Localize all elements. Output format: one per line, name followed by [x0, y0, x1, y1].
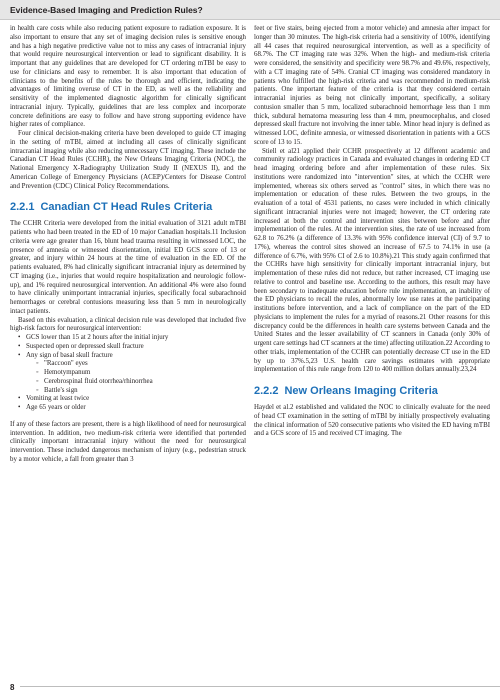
criteria-item: • Age 65 years or older [18, 404, 246, 413]
right-column [254, 25, 490, 680]
criteria-item: • Vomiting at least twice [18, 395, 246, 404]
sub-criteria-list [26, 360, 246, 395]
section-heading [10, 201, 246, 214]
paragraph: The CCHR Criteria were developed from the initial evaluation of 3121 adult mTBI patients who had been treated in the ED of 10 major Canadian hospitals.11 Inclusion criteria were age greater than 16, blunt head trauma resulting in witnessed LOC, the presence of amnesia or witnessed disorientation, initial ED GCS score of 13 or greater, and injury within 24 hours at the time of evaluation in the ED. Of the patients evaluated, 8% had clinically significant intracranial injury as determined by CT imaging (i.e., injuries that would require hospitalization and neurologic follow-up), and 1% required neurosurgical intervention. An additional 4% were also found to have clinically unimportant intracranial injuries, specifically focal subarachnoid hemorrhages or cerebral contusions measuring less than 5 mm in neurologically intact patients. [10, 220, 246, 315]
sub-criteria-item: ◦ Hemotympanum [36, 369, 246, 378]
paragraph: feet or five stairs, being ejected from a motor vehicle) and amnesia after impact for longer than 30 minutes. The high-risk criteria had a sensitivity of 100%, identifying all 44 cases that required neurosurgical intervention, as well as a specificity of 68.7%. The CT imaging rate was 32%. When the high- and medium-risk criteria were considered, the sensitivity and specificity were 98.7% and 49.6%, respectively, with a CT imaging rate of 54%. Cranial CT imaging was considered mandatory in patients who fulfilled the high-risk criteria and was recommended in medium-risk patients. One important feature of the criteria is that they considered certain intracranial injuries as being not clinically important, specifically, a solitary contusion smaller than 5 mm, localized subarachnoid hemorrhage less than 1 mm thick, subdural hematoma measuring less than 4 mm, pneumocephalus, and closed depressed skull fracture not involving the inner table. Minor head injury is defined as witnessed LOC, definite amnesia, or witnessed disorientation in patients with a GCS score of 13 to 15. [254, 25, 490, 146]
criteria-item: • GCS lower than 15 at 2 hours after the initial injury [18, 334, 246, 343]
page-number: 8 [10, 683, 15, 692]
section-number: 2.2.1 [10, 201, 35, 214]
paragraph: If any of these factors are present, there is a high likelihood of need for neurosurgical intervention. In addition, two medium-risk criteria were identified that portended clinically important intracranial injury without the need for neurosurgical intervention. These included dangerous mechanism of injury (e.g., pedestrian struck by a motor vehicle, a fall from greater than 3 [10, 420, 246, 463]
criteria-item: • Suspected open or depressed skull fracture [18, 343, 246, 352]
paragraph: in health care costs while also reducing patient exposure to radiation exposure. It is also important to ensure that any set of imaging decision rules is sensitive enough and has a high negative predictive value not to miss any cases of intracranial injury that would require neurosurgical intervention or lead to significant disability. It is important that any guidelines that are developed for CT ordering mTBI be easy to use for clinicians and easy to remember. It is also important that education of clinicians to the benefits of the rules be thorough and efficient, indicating the advantages of limiting overuse of CT in the ED, as well as the reliability and sensitivity of the implemented diagnostic algorithm for clinically significant intracranial injury. Typically, guidelines that are less complex and incorporate concrete definitions are easy to follow and have strong supporting evidence have higher rates of compliance. [10, 25, 246, 129]
footer-divider [20, 686, 500, 687]
sub-criteria-item: ◦ Battle's sign [36, 387, 246, 396]
section-number: 2.2.2 [254, 385, 279, 397]
criteria-item-label: Any sign of basal skull fracture [26, 351, 113, 359]
sub-criteria-item: ◦ Cerebrospinal fluid otorrhea/rhinorrhea [36, 378, 246, 387]
left-column [10, 25, 246, 680]
section-heading [254, 385, 490, 398]
paragraph: Haydel et al.2 established and validated the NOC to clinically evaluate for the need of head CT examination in the setting of mTBI by initially prospectively evaluating the clinical information of 520 consecutive patients who visited the ED having mTBI and a GCS score of 15 and received CT imaging. The [254, 404, 490, 438]
section-title: New Orleans Imaging Criteria [284, 385, 438, 397]
sub-criteria-item: ◦ "Raccoon" eyes [36, 360, 246, 369]
criteria-item [18, 352, 246, 396]
running-title: Evidence-Based Imaging and Prediction Rules? [10, 5, 203, 15]
paragraph: Stiell et al21 applied their CCHR prospectively at 12 different academic and community radiology practices in Canada and evaluated changes in ordering ED CT head imaging ordering before and after implementation of these rules. Six institutions were randomized into "intervention" sites, at which the CCHR were implemented, whereas six others served as "control" sites, in which there was no implementation or education of these rules. Between the two groups, in the evaluation of a total of 4531 patients, no cases were included in which clinically significant intracranial injuries were not imaged; however, the CT ordering rate increased at both the control and intervention sites between before and after implementation of the rules. At the intervention sites, the rate of use increased from 62.8 to 76.2% (a difference of 13.3% with 95% confidence interval (CI) of 9.7 to 17%), whereas the control sites showed an increase of 67.5 to 74.1% in use (a difference of 6.7%, with 95% CI of 2.6 to 10.8%).21 This study again confirmed that the CCHRs have high sensitivity for clinically important intracranial injury, but implementation of these rules did not reduce, but rather increased, CT imaging use relative to control and baseline use. According to the authors, this result may have been secondary to inadequate education before rule implementation, an inability of the ED physicians to recall the rules, abnormally low use rates at the participating institutions before intervention, and a lack of compliance on the part of the ED physicians to implement the rules for a myriad of reasons.21 Other reasons for this discrepancy could be the differences in health care systems between Canada and the United States and the lesser availability of CT scanners in Canada (only 30% of urgent care settings had CT scanners at the time) affecting utilization.22 According to other trials, implementation of the CCHR can potentially decrease CT use in the ED by up to 37%.5,23 U.S. health care savings estimates with appropriate implementation of this rule range from 120 to 400 million dollars annually.23,24 [254, 147, 490, 374]
paragraph: Based on this evaluation, a clinical decision rule was developed that included five high-risk factors for neurosurgical intervention: [10, 316, 246, 333]
running-header [0, 0, 500, 20]
section-title: Canadian CT Head Rules Criteria [40, 201, 213, 214]
criteria-list [10, 334, 246, 413]
paragraph: Four clinical decision-making criteria have been developed to guide CT imaging in the setting of mTBI, aimed at including all cases of clinically significant intracranial imaging while also reducing unnecessary CT imaging. These include the Canadian CT Head Rules (CCHR), the New Orleans Imaging Criteria (NOC), the National Emergency X-Radiography Utilization Study II (NEXUS II), and the American College of Emergency Physicians (ACEP)/Centers for Disease Control and Prevention (CDC) Clinical Policy Recommendations. [10, 130, 246, 190]
